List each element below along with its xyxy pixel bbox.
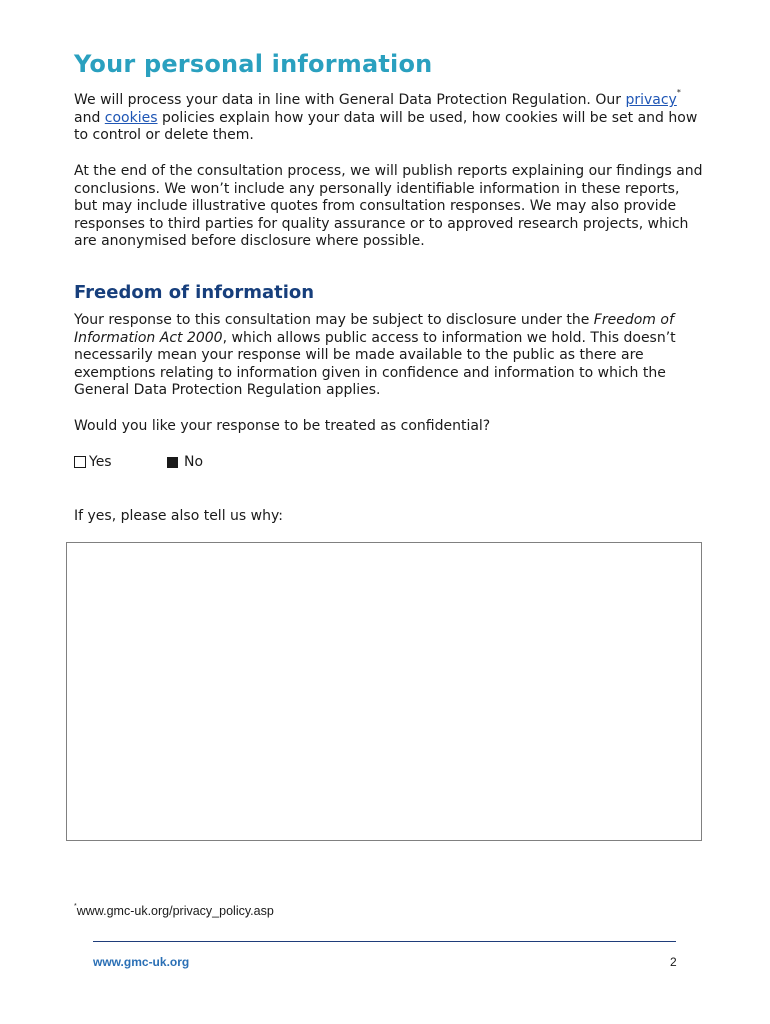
footnote-reference: * <box>676 88 681 97</box>
intro-and: and <box>74 109 105 126</box>
foi-act-name: Freedom of Information Act 2000 <box>74 312 674 346</box>
unchecked-checkbox-icon[interactable] <box>74 456 86 468</box>
yes-label: Yes <box>89 454 112 470</box>
footnote <box>74 904 274 918</box>
confidential-question: Would you like your response to be treated as confidential? <box>74 418 491 434</box>
intro-text: We will process your data in line with General Data Protection Regulation. Our <box>74 92 626 108</box>
checked-checkbox-icon[interactable] <box>167 457 178 468</box>
footnote-marker: * <box>74 903 77 910</box>
foi-text-end: , which allows public access to information we hold. This doesn’t necessarily mean your response will be made available to the public as there are exemptions relating to information given in confidence and information to which the General Data Protection Regulation applies. <box>74 329 676 399</box>
confidential-yes-option[interactable] <box>74 454 112 470</box>
footer-divider <box>93 941 676 942</box>
foi-text: Your response to this consultation may be subject to disclosure under the <box>74 312 594 328</box>
privacy-link[interactable]: privacy <box>625 92 677 108</box>
foi-paragraph <box>74 312 704 400</box>
intro-text-end: policies explain how your data will be used, how cookies will be set and how to control or delete them. <box>74 109 698 144</box>
footer-website[interactable]: www.gmc-uk.org <box>93 955 190 969</box>
footnote-url: www.gmc-uk.org/privacy_policy.asp <box>76 904 274 918</box>
page-number: 2 <box>670 955 677 969</box>
data-protection-paragraph <box>74 88 704 145</box>
no-label: No <box>184 454 204 470</box>
page-title: Your personal information <box>74 50 433 78</box>
foi-heading: Freedom of information <box>74 282 315 303</box>
reason-answer-box[interactable] <box>66 542 702 841</box>
reason-prompt: If yes, please also tell us why: <box>74 508 283 524</box>
cookies-link[interactable]: cookies <box>104 109 158 126</box>
consultation-paragraph: At the end of the consultation process, we will publish reports explaining our findings and conclusions. We won’t include any personally identifiable information in these reports, but may include illustrative quotes from consultation responses. We may also provide responses to third parties for quality assurance or to approved research projects, which are anonymised before disclosure where possible. <box>74 163 703 250</box>
confidential-no-option[interactable] <box>167 454 203 470</box>
